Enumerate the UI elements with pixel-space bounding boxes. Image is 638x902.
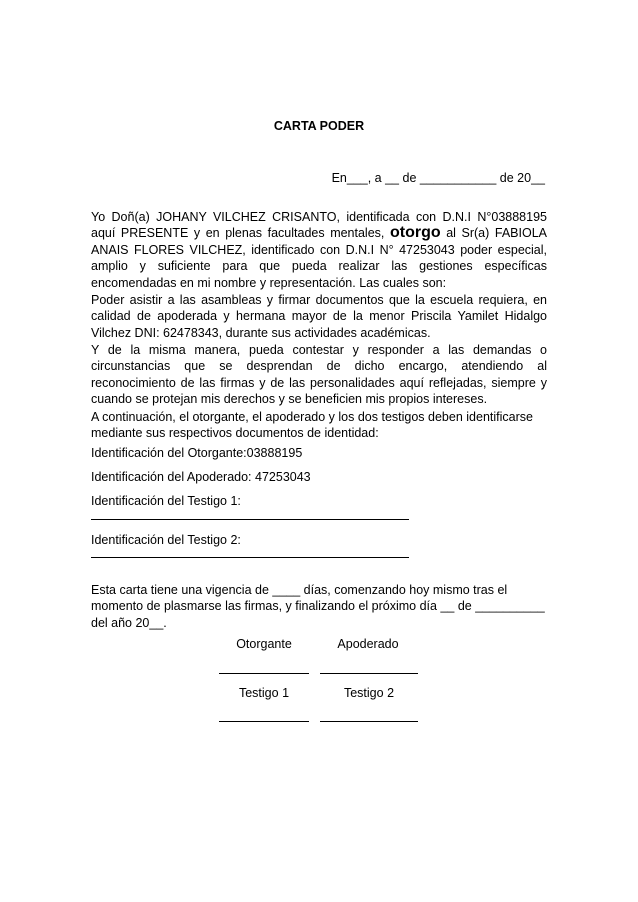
date-line: En___, a __ de ___________ de 20__: [331, 171, 545, 185]
testigo-1-blank-line: [91, 519, 409, 520]
emphasis-otorgo: otorgo: [389, 224, 441, 242]
signature-line-3: [219, 721, 309, 722]
paragraph-grant-end: al Sr(a) FABIOLA ANAIS FLORES VILCHEZ, identificado con D.N.I N° 47253043 poder especial, amplio y suficiente para que pueda realizar las gestiones específicas encomendadas en mi nombre y representación. Las cuales son:: [91, 226, 547, 290]
document-title: CARTA PODER: [273, 119, 365, 133]
id-testigo-1: Identificación del Testigo 1:: [91, 494, 241, 508]
paragraph-scope: Poder asistir a las asambleas y firmar documentos que la escuela requiera, en calidad de apoderada y hermana mayor de la menor Priscila Yamilet Hidalgo Vilchez DNI: 62478343, durante sus actividades académicas.: [91, 293, 547, 340]
testigo-2-blank-line: [91, 557, 409, 558]
paragraph-identification: A continuación, el otorgante, el apoderado y los dos testigos deben identificarse mediante sus respectivos documentos de identidad:: [91, 410, 533, 441]
signature-line-2: [320, 673, 418, 674]
paragraph-validity: Esta carta tiene una vigencia de ____ días, comenzando hoy mismo tras el momento de plasmarse las firmas, y finalizando el próximo día __ de __________ del año 20__.: [91, 583, 545, 630]
id-apoderado: Identificación del Apoderado: 47253043: [91, 470, 311, 484]
paragraph-responsibilities: Y de la misma manera, pueda contestar y responder a las demandas o circunstancias que se desprendan de dicho encargo, atendiendo al reconocimiento de las firmas y de las personalidades aquí reflejadas, siempre y cuando se protejan mis derechos y se beneficien mis propios intereses.: [91, 343, 547, 407]
signature-label-otorgante: Otorgante: [236, 637, 292, 651]
paragraph-grant-start: Yo Doñ(a) JOHANY VILCHEZ CRISANTO, identificada con D.N.I N°03888195 aquí PRESENTE y en plenas facultades mentales,: [91, 210, 547, 241]
signature-label-testigo-1: Testigo 1: [238, 686, 290, 700]
paragraph-grant: [91, 209, 547, 291]
id-testigo-2: Identificación del Testigo 2:: [91, 533, 241, 547]
id-otorgante: Identificación del Otorgante:03888195: [91, 446, 303, 460]
signature-line-4: [320, 721, 418, 722]
signature-label-apoderado: Apoderado: [337, 637, 399, 651]
signature-line-1: [219, 673, 309, 674]
signature-label-testigo-2: Testigo 2: [343, 686, 395, 700]
